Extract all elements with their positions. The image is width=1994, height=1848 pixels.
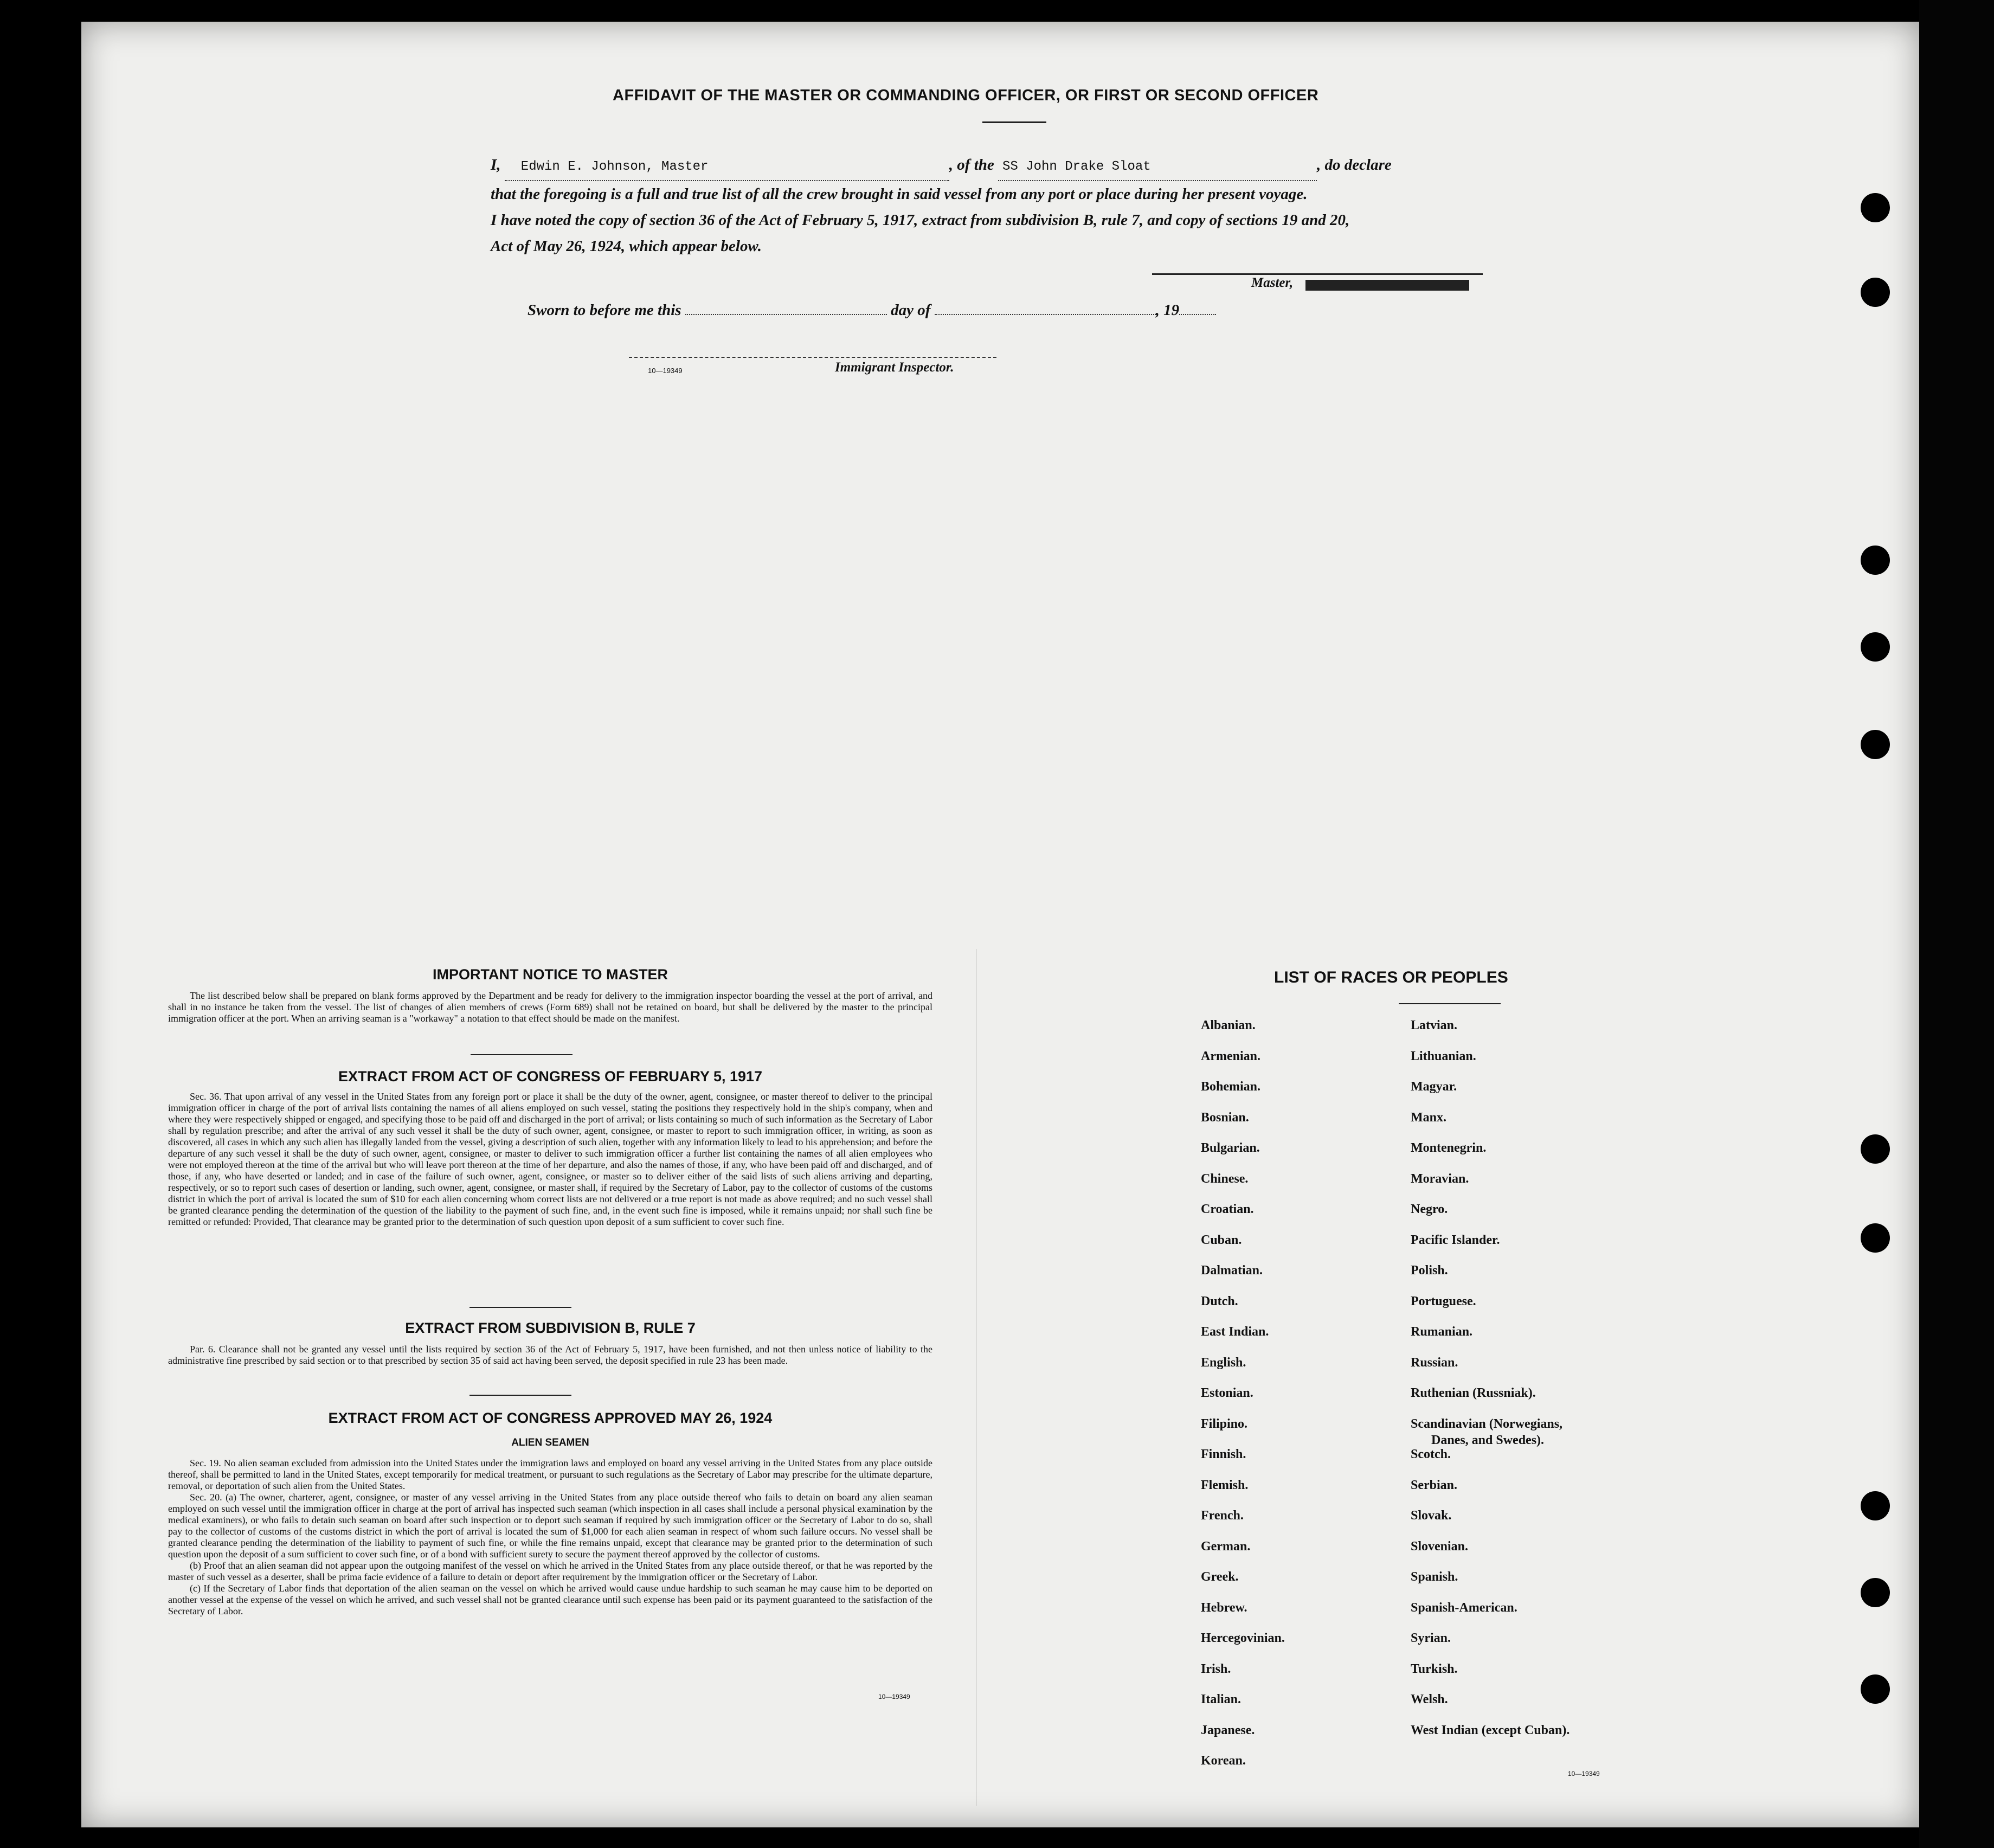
race-item: Portuguese. [1411, 1294, 1476, 1308]
notice-title: IMPORTANT NOTICE TO MASTER [433, 966, 668, 983]
binder-hole [1861, 1578, 1890, 1607]
race-item: Danes, and Swedes). [1431, 1433, 1545, 1447]
declaration-line-4: Act of May 26, 1924, which appear below. [491, 238, 762, 255]
extract-1917-text: Sec. 36. That upon arrival of any vessel in the United States from any foreign port or place it shall be the duty of the owner, agent, consignee, or master thereof to deliver to the principal immigration officer in charge of the port of arrival lists containing the names of all aliens employed on such vessel, stating the positions they respectively hold in the ship's company, when and where they were respectively shipped or engaged, and specifying those to be paid off and discharged in the port of arrival; or lists containing so much of such information as the Secretary of Labor shall by regulation prescribe; and after the arrival of any such vessel it shall be the duty of such owner, agent, consignee, or master to report to such immigration officer, in writing, as soon as discovered, all cases in which any such alien has illegally landed from the vessel, giving a description of such alien, together with any information likely to lead to his apprehension; and before the departure of any such vessel it shall be the duty of such owner, agent, consignee, or master to deliver to such immigration officer a further list containing the names of all alien employees who were not employed thereon at the time of the arrival but who will leave port thereon at the time of her departure, and also the names of those, if any, who have been paid off and discharged, and of those, if any, who have deserted or landed; and in case of the failure of such owner, agent, consignee, or master so to deliver either of the said lists of such aliens arriving and departing, respectively, or so to report such cases of desertion or landing, such owner, agent, consignee, or master shall, if required by the Secretary of Labor, pay to the collector of customs of the customs district in which the port of arrival is located the sum of $10 for each alien concerning whom correct lists are not delivered or a true report is not made as above required; and no such vessel shall be granted clearance pending the determination of the question of the liability to the payment of such fine, and, in the event such fine is imposed, while it remains unpaid; nor shall such fine be remitted or refunded: Provided, That clearance may be granted prior to the determination of such question upon deposit of a sum sufficient to cover such fine. [168, 1091, 932, 1227]
race-item: Latvian. [1411, 1018, 1458, 1032]
race-item: Armenian. [1201, 1049, 1260, 1063]
scan-border [1919, 0, 1994, 1848]
races-rule [1399, 1003, 1501, 1004]
alien-seamen-subtitle: ALIEN SEAMEN [511, 1437, 589, 1448]
sec-19-text: Sec. 19. No alien seaman excluded from admission into the United States under the immigration laws and employed on board any vessel arriving in the United States from any place outside thereof, shall be permitted to land in the United States, except temporarily for medical treatment, or pursuant to such regulations as the Secretary of Labor may prescribe for the ultimate departure, removal, or deportation of such alien from the United States. [168, 1458, 932, 1491]
race-item: Dutch. [1201, 1294, 1238, 1308]
master-name-field[interactable]: Edwin E. Johnson, Master [505, 154, 949, 181]
race-item: Hercegovinian. [1201, 1631, 1285, 1645]
race-item: Irish. [1201, 1661, 1231, 1676]
races-form-code: 10—19349 [1568, 1770, 1600, 1778]
vessel-name-field[interactable]: SS John Drake Sloat [998, 154, 1317, 181]
binder-hole [1861, 730, 1890, 759]
declaration-line-3: I have noted the copy of section 36 of the Act of February 5, 1917, extract from subdivision B, rule 7, and copy of sections 19 and 20, [491, 211, 1350, 229]
race-item: Russian. [1411, 1355, 1458, 1370]
race-item: Slovenian. [1411, 1539, 1469, 1554]
binder-hole [1861, 1134, 1890, 1164]
binder-hole [1861, 193, 1890, 222]
extract-1924-title: EXTRACT FROM ACT OF CONGRESS APPROVED MAY 26, 1924 [328, 1410, 773, 1426]
redacted-signature [1305, 280, 1469, 291]
sec-20c-text: (c) If the Secretary of Labor finds that deportation of the alien seaman on the vessel on which he arrived would cause undue hardship to such seaman he may cause him to be deported on another vessel at the expense of the vessel on which he arrived, and such vessel shall not be granted clearance until such expense has been paid or its payment guaranteed to the satisfaction of the Secretary of Labor. [168, 1583, 932, 1616]
do-declare-label: , do declare [1317, 156, 1392, 174]
binder-hole [1861, 1491, 1890, 1520]
race-item: Montenegrin. [1411, 1141, 1487, 1155]
race-item: West Indian (except Cuban). [1411, 1723, 1570, 1737]
sec-20a-text: Sec. 20. (a) The owner, charterer, agent, consignee, or master of any vessel arriving in the United States from any place outside thereof who fails to detain on board any alien seaman employed on such vessel until the immigration officer in charge at the port of arrival has inspected such seaman (which inspection in all cases shall include a personal physical examination by the medical examiners), or who fails to detain such seaman on board after such inspection or to deport such seaman if required by such immigration officer or the Secretary of Labor to do so, shall pay to the collector of customs of the customs district in which the port of arrival is located the sum of $1,000 for each alien seaman in respect of whom such failure occurs. No vessel shall be granted clearance pending the determination of the liability to payment of such fine, or while the fine remains unpaid, except that clearance may be granted prior to the determination of such question upon the deposit of a sum sufficient to cover such fine, or of a bond with sufficient surety to secure the payment thereof approved by the collector of customs. [168, 1492, 932, 1560]
race-item: Negro. [1411, 1202, 1448, 1216]
binder-hole [1861, 278, 1890, 307]
race-item: Lithuanian. [1411, 1049, 1476, 1063]
race-item: Polish. [1411, 1263, 1448, 1278]
race-item: Bohemian. [1201, 1080, 1261, 1094]
race-item: Cuban. [1201, 1233, 1242, 1247]
race-item: Manx. [1411, 1110, 1446, 1125]
fold-line [976, 949, 977, 1806]
of-the-label: , of the [949, 156, 994, 174]
sworn-day-label: day of [891, 301, 931, 319]
race-item: Croatian. [1201, 1202, 1254, 1216]
race-item: East Indian. [1201, 1325, 1269, 1339]
race-item: Korean. [1201, 1754, 1246, 1768]
binder-hole [1861, 1223, 1890, 1253]
race-item: Dalmatian. [1201, 1263, 1263, 1278]
race-item: Spanish. [1411, 1570, 1458, 1584]
race-item: Bosnian. [1201, 1110, 1249, 1125]
race-item: Welsh. [1411, 1692, 1448, 1706]
pronoun: I, [491, 156, 501, 174]
notice-text: The list described below shall be prepared on blank forms approved by the Department and be ready for delivery to the immigration inspector boarding the vessel at the port of arrival, and shall in no instance be taken from the vessel. The list of changes of alien members of crews (Form 689) shall not be retained on board, but shall be delivered by the master to the principal immigration officer at the port. When an arriving seaman is a "workaway" a notation to that effect should be made on the manifest. [168, 990, 932, 1024]
sworn-month-field[interactable] [935, 314, 1156, 315]
sec-20b-text: (b) Proof that an alien seaman did not appear upon the outgoing manifest of the vessel on which he arrived in the United States from any place outside thereof, or that he was reported by the master of such vessel as a deserter, shall be prima facie evidence of a failure to detain or deport after requirement by the immigration officer or the Secretary of Labor. [168, 1560, 932, 1582]
race-item: English. [1201, 1355, 1246, 1370]
declaration-line-2: that the foregoing is a full and true list of all the crew brought in said vessel from any port or place during her present voyage. [491, 185, 1308, 203]
race-item: Japanese. [1201, 1723, 1255, 1737]
race-item: Italian. [1201, 1692, 1242, 1706]
race-item: Moravian. [1411, 1171, 1469, 1186]
title-rule [982, 121, 1046, 123]
race-item: Magyar. [1411, 1080, 1457, 1094]
race-item: Finnish. [1201, 1447, 1246, 1461]
race-item: Scandinavian (Norwegians, [1411, 1416, 1563, 1431]
extract-form-code: 10—19349 [878, 1693, 910, 1701]
form-code: 10—19349 [648, 367, 683, 375]
sworn-line [528, 301, 1216, 319]
race-item: French. [1201, 1509, 1244, 1523]
race-item: Flemish. [1201, 1478, 1249, 1492]
race-item: Slovak. [1411, 1509, 1452, 1523]
section-rule [469, 1395, 571, 1396]
race-item: Serbian. [1411, 1478, 1458, 1492]
races-title: LIST OF RACES OR PEOPLES [1274, 968, 1508, 986]
race-item: Estonian. [1201, 1386, 1253, 1400]
extract-1924-body [168, 1458, 932, 1617]
race-item: Filipino. [1201, 1416, 1248, 1431]
race-item: Chinese. [1201, 1171, 1249, 1186]
race-item: Turkish. [1411, 1661, 1458, 1676]
race-item: Pacific Islander. [1411, 1233, 1500, 1247]
sworn-day-field[interactable] [685, 314, 887, 315]
race-item: Greek. [1201, 1570, 1239, 1584]
inspector-label: Immigrant Inspector. [835, 360, 954, 375]
extract-1917-title: EXTRACT FROM ACT OF CONGRESS OF FEBRUARY 5, 1917 [338, 1068, 763, 1085]
binder-hole [1861, 1674, 1890, 1704]
sworn-year-field[interactable] [1179, 314, 1216, 315]
extract-rule7-text: Par. 6. Clearance shall not be granted any vessel until the lists required by section 36 of the Act of February 5, 1917, have been furnished, and not then unless notice of liability to the administrative fine prescribed by said section or to that prescribed by section 35 of said act having been served, the deposit specified in rule 23 has been made. [168, 1344, 932, 1366]
race-item: Bulgarian. [1201, 1141, 1260, 1155]
sworn-prefix: Sworn to before me this [528, 301, 681, 319]
race-item: Syrian. [1411, 1631, 1451, 1645]
race-item: Rumanian. [1411, 1325, 1473, 1339]
section-rule [469, 1307, 571, 1308]
extract-rule7-title: EXTRACT FROM SUBDIVISION B, RULE 7 [405, 1320, 696, 1336]
binder-hole [1861, 546, 1890, 575]
declaration [491, 152, 1504, 259]
declaration-line-1 [491, 152, 1504, 181]
race-item: Ruthenian (Russniak). [1411, 1386, 1536, 1400]
inspector-signature-line[interactable] [629, 357, 996, 358]
race-item: Scotch. [1411, 1447, 1451, 1461]
master-label: Master, [1251, 275, 1294, 290]
section-rule [471, 1054, 573, 1055]
race-item: Spanish-American. [1411, 1600, 1517, 1615]
sworn-year-label: , 19 [1155, 301, 1180, 319]
binder-hole [1861, 632, 1890, 662]
race-item: Hebrew. [1201, 1600, 1247, 1615]
race-item: Albanian. [1201, 1018, 1256, 1032]
affidavit-title: AFFIDAVIT OF THE MASTER OR COMMANDING OFFICER, OR FIRST OR SECOND OFFICER [613, 87, 1319, 104]
race-item: German. [1201, 1539, 1251, 1554]
master-signature-line[interactable] [1152, 273, 1483, 275]
